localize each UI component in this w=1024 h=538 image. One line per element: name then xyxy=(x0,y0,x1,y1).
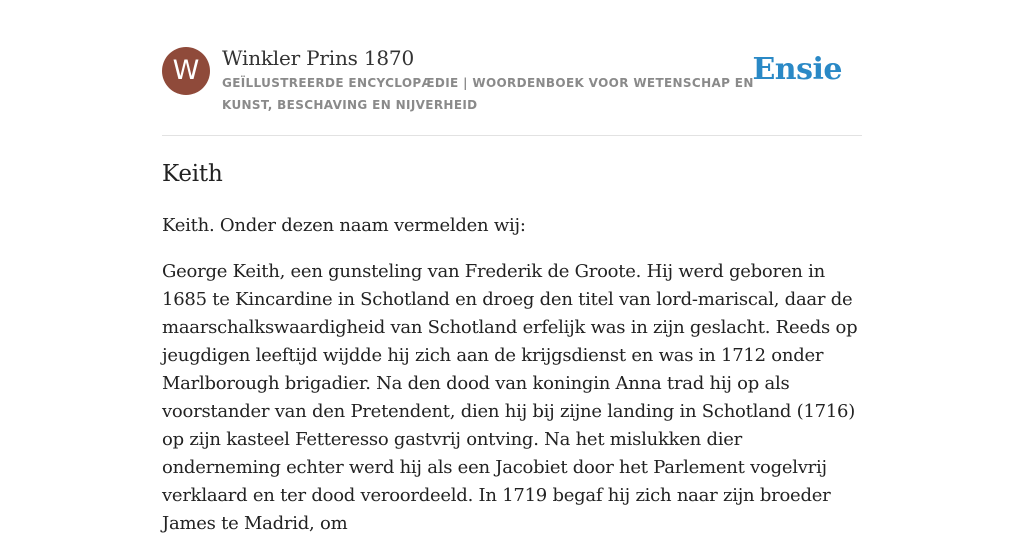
source-header xyxy=(162,46,862,116)
source-subtitle: GEÏLLUSTREERDE ENCYCLOPÆDIE | WOORDENBOEK VOOR WETENSCHAP EN KUNST, BESCHAVING EN NIJVERHEID xyxy=(222,76,754,112)
article-title: Keith xyxy=(162,161,223,187)
article xyxy=(162,156,862,538)
source-avatar[interactable]: W xyxy=(162,47,210,95)
article-intro: Keith. Onder dezen naam vermelden wij: xyxy=(162,215,526,236)
ensie-logo[interactable]: Ensie xyxy=(752,52,842,87)
header-divider xyxy=(162,135,862,136)
article-body: George Keith, een gunsteling van Frederik de Groote. Hij werd geboren in 1685 te Kincardine in Schotland en droeg den titel van lord-mariscal, daar de maarschalkswaardigheid van Schotland erfelijk was in zijn geslacht. Reeds op jeugdigen leeftijd wijdde hij zich aan de krijgsdienst en was in 1712 onder Marlborough brigadier. Na den dood van koningin Anna trad hij op als voorstander van den Pretendent, dien hij bij zijne landing in Schotland (1716) op zijn kasteel Fetteresso gastvrij ontving. Na het mislukken dier onderneming echter werd hij als een Jacobiet door het Parlement vogelvrij verklaard en ter dood veroordeeld. In 1719 begaf hij zich naar zijn broeder James te Madrid, om xyxy=(162,261,858,534)
source-title[interactable]: Winkler Prins 1870 xyxy=(222,46,414,70)
